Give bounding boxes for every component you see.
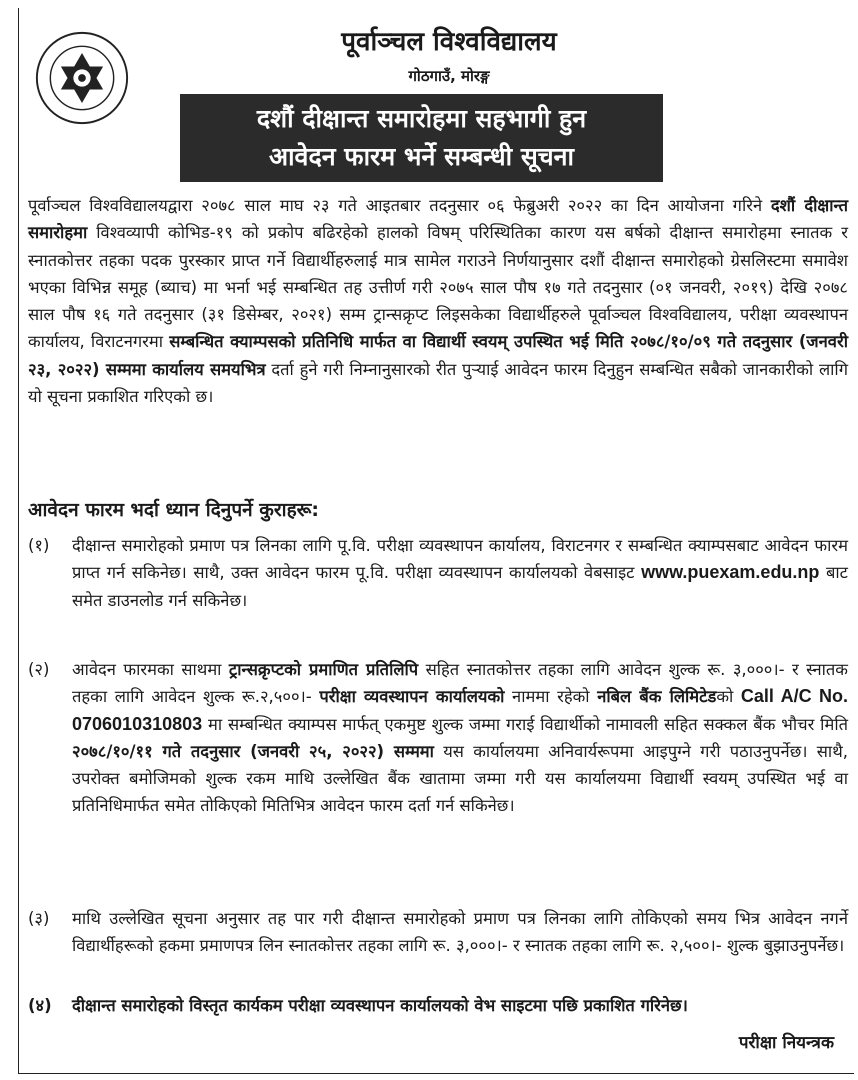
item-text: मा सम्बन्धित क्याम्पस मार्फत् एकमुष्ट शुल्क जम्मा गराई विद्यार्थीको नामावली सहित सक्कल बैंक भौचर मिति bbox=[202, 714, 848, 734]
item-text: माथि उल्लेखित सूचना अनुसार तह पार गरी दीक्षान्त समारोहको प्रमाण पत्र लिनका लागि तोकिएको समय भित्र आवेदन नगर्ने विद्यार्थीहरूको हकमा प्रमाणपत्र लिन स्नातकोत्तर तहका लागि रू. ३,०००।- र स्नातक तहका लागि रू. २,५००।- शुल्क बुझाउनुपर्नेछ। bbox=[72, 909, 848, 956]
item-content bbox=[72, 905, 848, 960]
list-item-4 bbox=[28, 992, 848, 1019]
item-text: यस कार्यालयमा अनिवार्यरूपमा आइपुग्ने गरी पठाउनुपर्नेछ। साथै, उपरोक्त बमोजिमको शुल्क रकम माथि उल्लेखित बैंक खातामा जम्मा गरी यस कार्यालयमा विद्यार्थी स्वयम् उपस्थित भई वा प्रतिनिधिमार्फत समेत तोकिएको मितिभित्र आवेदन फारम दर्ता गर्न सकिनेछ। bbox=[72, 741, 848, 816]
section-heading: आवेदन फारम भर्दा ध्यान दिनुपर्ने कुराहरू: bbox=[28, 499, 320, 521]
list-item-3 bbox=[28, 905, 848, 960]
item-bold-text: दीक्षान्त समारोहको विस्तृत कार्यकम परीक्षा व्यवस्थापन कार्यालयको वेभ साइटमा पछि प्रकाशित गरिनेछ। bbox=[72, 996, 688, 1015]
item-text: को bbox=[716, 687, 741, 707]
item-content bbox=[72, 532, 848, 614]
item-text: दीक्षान्त समारोहको प्रमाण पत्र लिनका लागि पू.वि. परीक्षा व्यवस्थापन कार्यालय, विराटनगर र सम्बन्धित क्याम्पसबाट आवेदन फारम प्राप्त गर्न सकिनेछ। साथै, उक्त आवेदन फारम पू.वि. परीक्षा व्यवस्थापन कार्यालयको वेबसाइट bbox=[72, 536, 848, 583]
list-item-2 bbox=[28, 656, 848, 820]
item-content bbox=[72, 992, 848, 1019]
item-text: नाममा रहेको bbox=[504, 687, 598, 707]
university-address: गोठगाउँ, मोरङ्ग bbox=[408, 67, 490, 85]
item-number: (४) bbox=[28, 996, 52, 1015]
intro-text-2: विश्वव्यापी कोभिड-१९ को प्रकोप बढिरहेको हालको विषम् परिस्थितिका कारण यस बर्षको दीक्षान्त समारोहमा स्नातक र स्नातकोत्तर तहका पदक पुरस्कार प्राप्त गर्ने विद्यार्थीहरुलाई मात्र सामेल गराउने निर्णयानुसार दशौं दीक्षान्त समारोहको ग्रेसलिस्टमा समावेश भएका विभिन्न समूह (ब्याच) मा भर्ना भई सम्बन्धित तह उत्तीर्ण गरी २०७५ साल पौष १७ गते तदनुसार (०१ जनवरी, २०१९) देखि २०७८ साल पौष १६ गते तदनुसार (३१ डिसेम्बर, २०२१) सम्म ट्रान्सक्रृप्ट लिइसकेका विद्यार्थीहरुले पूर्वाञ्चल विश्वविद्यालय, परीक्षा व्यवस्थापन कार्यालय, विराटनगरमा bbox=[28, 223, 848, 352]
item-bold-text: ट्रान्सक्रृप्टको प्रमाणित प्रतिलिपि bbox=[228, 660, 419, 679]
intro-paragraph bbox=[28, 192, 848, 410]
item-number: (१) bbox=[28, 536, 50, 555]
banner-line-2: आवेदन फारम भर्ने सम्बन्धी सूचना bbox=[269, 142, 574, 171]
banner-line-1: दशौं दीक्षान्त समारोहमा सहभागी हुन bbox=[256, 104, 587, 133]
item-number: (२) bbox=[28, 660, 50, 679]
intro-text-1: पूर्वाञ्चल विश्वविद्यालयद्वारा २०७८ साल माघ २३ गते आइतबार तदनुसार ०६ फेब्रुअरी २०२२ का दिन आयोजना गरिने bbox=[28, 196, 771, 215]
list-item-1 bbox=[28, 532, 848, 614]
item-text: आवेदन फारमका साथमा bbox=[72, 660, 229, 679]
item-content bbox=[72, 656, 848, 820]
intro-bold-2: सम्बन्धित क्याम्पसको प्रतिनिधि मार्फत वा विद्यार्थी स्वयम् उपस्थित भई मिति २०७८/१०/०९ गते तदनुसार (जनवरी २३, २०२२) सम्ममा कार्यालय समयभित्र bbox=[28, 332, 848, 379]
bank-name: नबिल बैंक लिमिटेड bbox=[597, 687, 717, 707]
intro-text-3: दर्ता हुने गरी निम्नानुसारको रीत पुऱ्याई आवेदन फारम दिनुहुन सम्बन्धित सबैको जानकारीको लागि यो सूचना प्रकाशित गरिएको छ। bbox=[28, 359, 848, 407]
signature-title: परीक्षा नियन्त्रक bbox=[738, 1033, 834, 1053]
deadline-text: २०७८/१०/११ गते तदनुसार (जनवरी २५, २०२२) सम्ममा bbox=[72, 741, 434, 761]
notice-title-banner bbox=[180, 94, 663, 182]
item-bold-text: परीक्षा व्यवस्थापन कार्यालयको bbox=[319, 687, 505, 707]
university-name: पूर्वाञ्चल विश्वविद्यालय bbox=[341, 27, 557, 57]
item-text: बाट समेत डाउनलोड गर्न सकिनेछ। bbox=[72, 563, 848, 610]
website-link[interactable]: www.puexam.edu.np bbox=[641, 562, 820, 583]
account-number: Call A/C No. 0706010310803 bbox=[72, 686, 848, 734]
item-text: सहित स्नातकोत्तर तहका लागि आवेदन शुल्क रू. ३,०००।- र स्नातक तहका लागि आवेदन शुल्क रू.२,५००।- bbox=[72, 660, 848, 707]
item-number: (३) bbox=[28, 909, 50, 928]
intro-bold-1: दशौं दीक्षान्त समारोहमा bbox=[28, 196, 848, 243]
